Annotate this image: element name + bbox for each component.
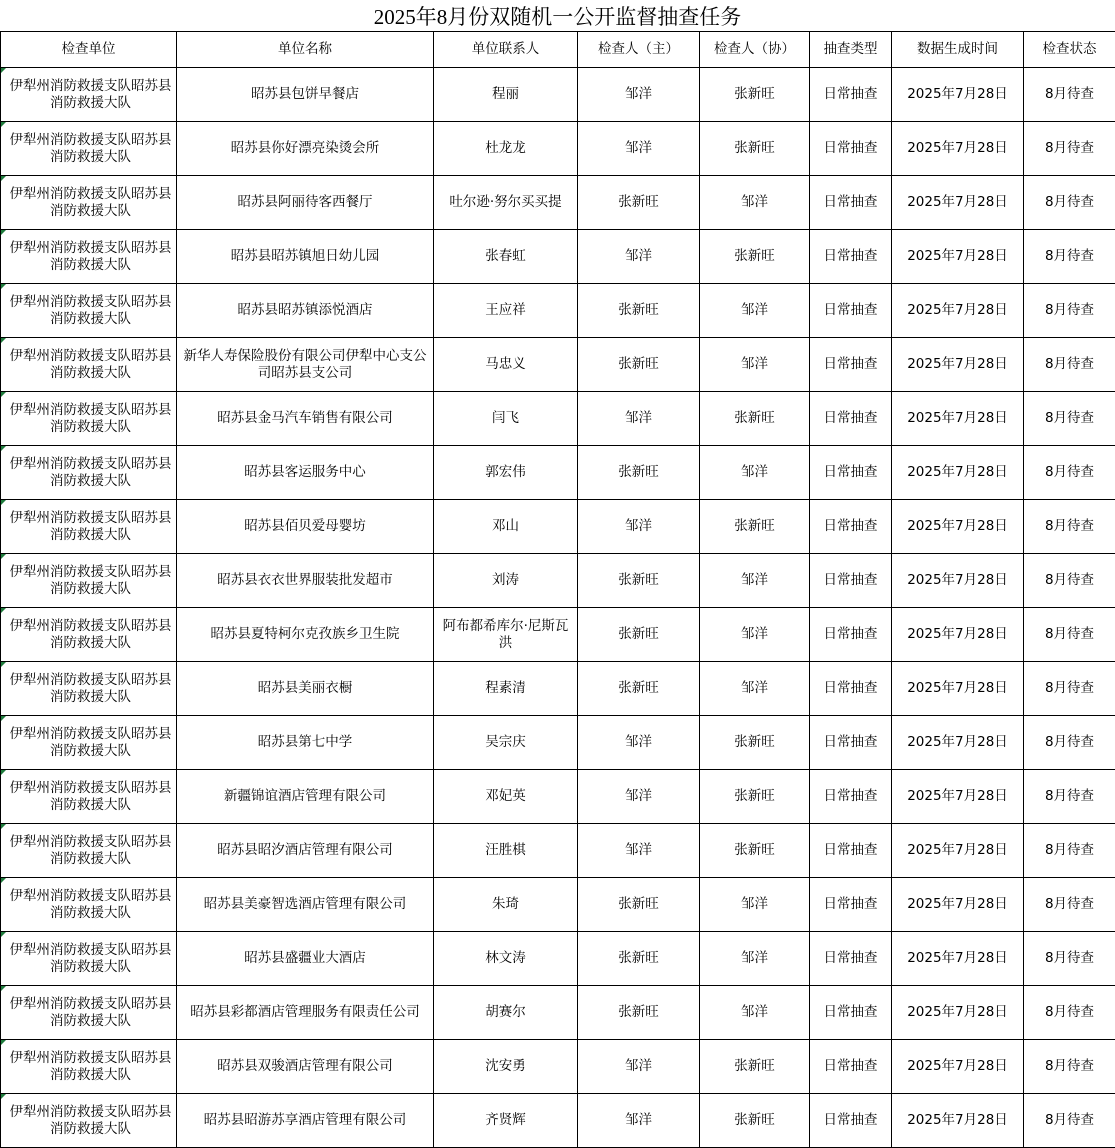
- cell-check-type[interactable]: 日常抽查: [810, 770, 892, 824]
- cell-check-status[interactable]: 8月待查: [1024, 1094, 1115, 1148]
- cell-unit-name[interactable]: 昭苏县夏特柯尔克孜族乡卫生院: [177, 608, 434, 662]
- table-row: [1, 68, 1115, 122]
- cell-assistant-inspector[interactable]: 邹洋: [700, 176, 810, 230]
- cell-lead-inspector[interactable]: 邹洋: [578, 122, 700, 176]
- cell-check-type[interactable]: 日常抽查: [810, 824, 892, 878]
- cell-generated-date[interactable]: 2025年7月28日: [892, 500, 1024, 554]
- cell-check-status[interactable]: 8月待查: [1024, 986, 1115, 1040]
- cell-generated-date[interactable]: 2025年7月28日: [892, 1040, 1024, 1094]
- table-row: [1, 986, 1115, 1040]
- cell-assistant-inspector[interactable]: 邹洋: [700, 284, 810, 338]
- cell-lead-inspector[interactable]: 张新旺: [578, 608, 700, 662]
- cell-check-type[interactable]: 日常抽查: [810, 554, 892, 608]
- cell-check-type[interactable]: 日常抽查: [810, 608, 892, 662]
- cell-check-status[interactable]: 8月待查: [1024, 284, 1115, 338]
- cell-lead-inspector[interactable]: 张新旺: [578, 878, 700, 932]
- cell-contact[interactable]: 阿布都希库尔·尼斯瓦洪: [434, 608, 578, 662]
- cell-assistant-inspector[interactable]: 张新旺: [700, 500, 810, 554]
- cell-inspecting-unit[interactable]: 伊犁州消防救援支队昭苏县消防救援大队: [1, 68, 177, 122]
- cell-inspecting-unit[interactable]: 伊犁州消防救援支队昭苏县消防救援大队: [1, 932, 177, 986]
- cell-generated-date[interactable]: 2025年7月28日: [892, 446, 1024, 500]
- cell-lead-inspector[interactable]: 张新旺: [578, 176, 700, 230]
- cell-generated-date[interactable]: 2025年7月28日: [892, 878, 1024, 932]
- table-row: [1, 932, 1115, 986]
- cell-lead-inspector[interactable]: 张新旺: [578, 284, 700, 338]
- cell-inspecting-unit[interactable]: 伊犁州消防救援支队昭苏县消防救援大队: [1, 824, 177, 878]
- cell-inspecting-unit[interactable]: 伊犁州消防救援支队昭苏县消防救援大队: [1, 176, 177, 230]
- cell-lead-inspector[interactable]: 邹洋: [578, 392, 700, 446]
- table-row: [1, 392, 1115, 446]
- cell-unit-name[interactable]: 昭苏县佰贝爱母婴坊: [177, 500, 434, 554]
- cell-generated-date[interactable]: 2025年7月28日: [892, 716, 1024, 770]
- table-row: [1, 824, 1115, 878]
- cell-check-type[interactable]: 日常抽查: [810, 284, 892, 338]
- cell-generated-date[interactable]: 2025年7月28日: [892, 230, 1024, 284]
- cell-contact[interactable]: 闫飞: [434, 392, 578, 446]
- header-assistant-inspector: 检查人（协）: [700, 32, 810, 68]
- cell-inspecting-unit[interactable]: 伊犁州消防救援支队昭苏县消防救援大队: [1, 770, 177, 824]
- cell-check-status[interactable]: 8月待查: [1024, 932, 1115, 986]
- cell-contact[interactable]: 王应祥: [434, 284, 578, 338]
- cell-unit-name[interactable]: 昭苏县昭苏镇添悦酒店: [177, 284, 434, 338]
- cell-contact[interactable]: 张春虹: [434, 230, 578, 284]
- cell-contact[interactable]: 朱琦: [434, 878, 578, 932]
- cell-check-type[interactable]: 日常抽查: [810, 122, 892, 176]
- table-row: [1, 716, 1115, 770]
- cell-lead-inspector[interactable]: 邹洋: [578, 1040, 700, 1094]
- header-unit-name: 单位名称: [177, 32, 434, 68]
- cell-contact[interactable]: 刘涛: [434, 554, 578, 608]
- cell-check-status[interactable]: 8月待查: [1024, 176, 1115, 230]
- table-row: [1, 176, 1115, 230]
- cell-check-status[interactable]: 8月待查: [1024, 446, 1115, 500]
- cell-unit-name[interactable]: 昭苏县包饼早餐店: [177, 68, 434, 122]
- cell-check-type[interactable]: 日常抽查: [810, 392, 892, 446]
- header-check-type: 抽查类型: [810, 32, 892, 68]
- cell-generated-date[interactable]: 2025年7月28日: [892, 554, 1024, 608]
- cell-lead-inspector[interactable]: 邹洋: [578, 824, 700, 878]
- table-row: [1, 1040, 1115, 1094]
- table-row: [1, 770, 1115, 824]
- cell-contact[interactable]: 程丽: [434, 68, 578, 122]
- cell-assistant-inspector[interactable]: 邹洋: [700, 932, 810, 986]
- cell-assistant-inspector[interactable]: 邹洋: [700, 554, 810, 608]
- cell-check-type[interactable]: 日常抽查: [810, 662, 892, 716]
- table-row: [1, 230, 1115, 284]
- table-row: [1, 446, 1115, 500]
- cell-check-status[interactable]: 8月待查: [1024, 824, 1115, 878]
- cell-inspecting-unit[interactable]: 伊犁州消防救援支队昭苏县消防救援大队: [1, 1094, 177, 1148]
- cell-unit-name[interactable]: 昭苏县金马汽车销售有限公司: [177, 392, 434, 446]
- cell-contact[interactable]: 程素清: [434, 662, 578, 716]
- table-row: [1, 608, 1115, 662]
- cell-contact[interactable]: 郭宏伟: [434, 446, 578, 500]
- cell-generated-date[interactable]: 2025年7月28日: [892, 932, 1024, 986]
- header-row: [1, 32, 1115, 68]
- table-row: [1, 500, 1115, 554]
- cell-check-type[interactable]: 日常抽查: [810, 68, 892, 122]
- cell-generated-date[interactable]: 2025年7月28日: [892, 68, 1024, 122]
- cell-check-type[interactable]: 日常抽查: [810, 716, 892, 770]
- cell-assistant-inspector[interactable]: 邹洋: [700, 986, 810, 1040]
- cell-generated-date[interactable]: 2025年7月28日: [892, 1094, 1024, 1148]
- cell-assistant-inspector[interactable]: 张新旺: [700, 770, 810, 824]
- cell-assistant-inspector[interactable]: 张新旺: [700, 68, 810, 122]
- cell-lead-inspector[interactable]: 张新旺: [578, 932, 700, 986]
- cell-check-status[interactable]: 8月待查: [1024, 500, 1115, 554]
- cell-assistant-inspector[interactable]: 张新旺: [700, 1040, 810, 1094]
- cell-assistant-inspector[interactable]: 张新旺: [700, 716, 810, 770]
- cell-contact[interactable]: 汪胜棋: [434, 824, 578, 878]
- cell-check-type[interactable]: 日常抽查: [810, 1040, 892, 1094]
- cell-generated-date[interactable]: 2025年7月28日: [892, 824, 1024, 878]
- cell-inspecting-unit[interactable]: 伊犁州消防救援支队昭苏县消防救援大队: [1, 986, 177, 1040]
- cell-check-status[interactable]: 8月待查: [1024, 392, 1115, 446]
- cell-assistant-inspector[interactable]: 邹洋: [700, 338, 810, 392]
- header-contact: 单位联系人: [434, 32, 578, 68]
- table-row: [1, 878, 1115, 932]
- cell-check-status[interactable]: 8月待查: [1024, 122, 1115, 176]
- cell-unit-name[interactable]: 新华人寿保险股份有限公司伊犁中心支公司昭苏县支公司: [177, 338, 434, 392]
- cell-unit-name[interactable]: 昭苏县衣衣世界服装批发超市: [177, 554, 434, 608]
- cell-lead-inspector[interactable]: 张新旺: [578, 554, 700, 608]
- cell-assistant-inspector[interactable]: 邹洋: [700, 878, 810, 932]
- cell-inspecting-unit[interactable]: 伊犁州消防救援支队昭苏县消防救援大队: [1, 662, 177, 716]
- cell-unit-name[interactable]: 昭苏县你好漂亮染烫会所: [177, 122, 434, 176]
- cell-unit-name[interactable]: 昭苏县昭游苏享酒店管理有限公司: [177, 1094, 434, 1148]
- cell-unit-name[interactable]: 新疆锦谊酒店管理有限公司: [177, 770, 434, 824]
- cell-check-type[interactable]: 日常抽查: [810, 176, 892, 230]
- cell-unit-name[interactable]: 昭苏县昭苏镇旭日幼儿园: [177, 230, 434, 284]
- cell-contact[interactable]: 马忠义: [434, 338, 578, 392]
- cell-inspecting-unit[interactable]: 伊犁州消防救援支队昭苏县消防救援大队: [1, 446, 177, 500]
- header-check-status: 检查状态: [1024, 32, 1115, 68]
- cell-unit-name[interactable]: 昭苏县阿丽待客西餐厅: [177, 176, 434, 230]
- header-inspecting-unit: 检查单位: [1, 32, 177, 68]
- cell-generated-date[interactable]: 2025年7月28日: [892, 986, 1024, 1040]
- cell-lead-inspector[interactable]: 张新旺: [578, 446, 700, 500]
- header-generated-date: 数据生成时间: [892, 32, 1024, 68]
- cell-lead-inspector[interactable]: 邹洋: [578, 500, 700, 554]
- cell-lead-inspector[interactable]: 张新旺: [578, 662, 700, 716]
- cell-check-status[interactable]: 8月待查: [1024, 68, 1115, 122]
- cell-unit-name[interactable]: 昭苏县盛疆业大酒店: [177, 932, 434, 986]
- cell-contact[interactable]: 胡赛尔: [434, 986, 578, 1040]
- cell-inspecting-unit[interactable]: 伊犁州消防救援支队昭苏县消防救援大队: [1, 230, 177, 284]
- cell-check-type[interactable]: 日常抽查: [810, 338, 892, 392]
- cell-unit-name[interactable]: 昭苏县美丽衣橱: [177, 662, 434, 716]
- cell-inspecting-unit[interactable]: 伊犁州消防救援支队昭苏县消防救援大队: [1, 338, 177, 392]
- inspection-table: [0, 31, 1115, 1148]
- cell-unit-name[interactable]: 昭苏县美豪智选酒店管理有限公司: [177, 878, 434, 932]
- cell-contact[interactable]: 沈安勇: [434, 1040, 578, 1094]
- cell-inspecting-unit[interactable]: 伊犁州消防救援支队昭苏县消防救援大队: [1, 554, 177, 608]
- cell-generated-date[interactable]: 2025年7月28日: [892, 176, 1024, 230]
- cell-check-type[interactable]: 日常抽查: [810, 932, 892, 986]
- cell-contact[interactable]: 吐尔逊·努尔买买提: [434, 176, 578, 230]
- cell-check-type[interactable]: 日常抽查: [810, 986, 892, 1040]
- cell-check-status[interactable]: 8月待查: [1024, 878, 1115, 932]
- cell-assistant-inspector[interactable]: 张新旺: [700, 230, 810, 284]
- cell-lead-inspector[interactable]: 张新旺: [578, 986, 700, 1040]
- cell-check-status[interactable]: 8月待查: [1024, 1040, 1115, 1094]
- cell-generated-date[interactable]: 2025年7月28日: [892, 608, 1024, 662]
- header-lead-inspector: 检查人（主）: [578, 32, 700, 68]
- cell-check-type[interactable]: 日常抽查: [810, 1094, 892, 1148]
- cell-unit-name[interactable]: 昭苏县昭汐酒店管理有限公司: [177, 824, 434, 878]
- cell-unit-name[interactable]: 昭苏县客运服务中心: [177, 446, 434, 500]
- cell-contact[interactable]: 邓山: [434, 500, 578, 554]
- cell-generated-date[interactable]: 2025年7月28日: [892, 338, 1024, 392]
- cell-inspecting-unit[interactable]: 伊犁州消防救援支队昭苏县消防救援大队: [1, 608, 177, 662]
- cell-unit-name[interactable]: 昭苏县双骏酒店管理有限公司: [177, 1040, 434, 1094]
- cell-inspecting-unit[interactable]: 伊犁州消防救援支队昭苏县消防救援大队: [1, 500, 177, 554]
- cell-check-status[interactable]: 8月待查: [1024, 230, 1115, 284]
- cell-assistant-inspector[interactable]: 张新旺: [700, 1094, 810, 1148]
- cell-inspecting-unit[interactable]: 伊犁州消防救援支队昭苏县消防救援大队: [1, 878, 177, 932]
- cell-lead-inspector[interactable]: 邹洋: [578, 716, 700, 770]
- cell-contact[interactable]: 吴宗庆: [434, 716, 578, 770]
- cell-check-status[interactable]: 8月待查: [1024, 608, 1115, 662]
- cell-check-status[interactable]: 8月待查: [1024, 554, 1115, 608]
- cell-unit-name[interactable]: 昭苏县第七中学: [177, 716, 434, 770]
- cell-inspecting-unit[interactable]: 伊犁州消防救援支队昭苏县消防救援大队: [1, 284, 177, 338]
- cell-lead-inspector[interactable]: 邹洋: [578, 230, 700, 284]
- cell-inspecting-unit[interactable]: 伊犁州消防救援支队昭苏县消防救援大队: [1, 1040, 177, 1094]
- cell-lead-inspector[interactable]: 张新旺: [578, 338, 700, 392]
- cell-check-type[interactable]: 日常抽查: [810, 230, 892, 284]
- cell-assistant-inspector[interactable]: 邹洋: [700, 608, 810, 662]
- cell-assistant-inspector[interactable]: 邹洋: [700, 662, 810, 716]
- cell-lead-inspector[interactable]: 邹洋: [578, 1094, 700, 1148]
- table-row: [1, 122, 1115, 176]
- sheet-title: 2025年8月份双随机一公开监督抽查任务: [373, 5, 742, 29]
- cell-check-status[interactable]: 8月待查: [1024, 770, 1115, 824]
- cell-generated-date[interactable]: 2025年7月28日: [892, 662, 1024, 716]
- cell-check-status[interactable]: 8月待查: [1024, 716, 1115, 770]
- cell-generated-date[interactable]: 2025年7月28日: [892, 392, 1024, 446]
- table-row: [1, 662, 1115, 716]
- cell-inspecting-unit[interactable]: 伊犁州消防救援支队昭苏县消防救援大队: [1, 392, 177, 446]
- cell-check-status[interactable]: 8月待查: [1024, 338, 1115, 392]
- cell-generated-date[interactable]: 2025年7月28日: [892, 122, 1024, 176]
- cell-lead-inspector[interactable]: 邹洋: [578, 68, 700, 122]
- cell-unit-name[interactable]: 昭苏县彩都酒店管理服务有限责任公司: [177, 986, 434, 1040]
- cell-lead-inspector[interactable]: 邹洋: [578, 770, 700, 824]
- cell-contact[interactable]: 齐贤辉: [434, 1094, 578, 1148]
- cell-assistant-inspector[interactable]: 张新旺: [700, 122, 810, 176]
- table-row: [1, 554, 1115, 608]
- cell-generated-date[interactable]: 2025年7月28日: [892, 770, 1024, 824]
- table-row: [1, 338, 1115, 392]
- cell-inspecting-unit[interactable]: 伊犁州消防救援支队昭苏县消防救援大队: [1, 716, 177, 770]
- cell-contact[interactable]: 林文涛: [434, 932, 578, 986]
- cell-check-type[interactable]: 日常抽查: [810, 878, 892, 932]
- table-row: [1, 1094, 1115, 1148]
- cell-assistant-inspector[interactable]: 邹洋: [700, 446, 810, 500]
- cell-check-type[interactable]: 日常抽查: [810, 500, 892, 554]
- cell-contact[interactable]: 杜龙龙: [434, 122, 578, 176]
- table-row: [1, 284, 1115, 338]
- cell-generated-date[interactable]: 2025年7月28日: [892, 284, 1024, 338]
- cell-check-type[interactable]: 日常抽查: [810, 446, 892, 500]
- cell-inspecting-unit[interactable]: 伊犁州消防救援支队昭苏县消防救援大队: [1, 122, 177, 176]
- cell-assistant-inspector[interactable]: 张新旺: [700, 392, 810, 446]
- cell-check-status[interactable]: 8月待查: [1024, 662, 1115, 716]
- cell-contact[interactable]: 邓妃英: [434, 770, 578, 824]
- cell-assistant-inspector[interactable]: 张新旺: [700, 824, 810, 878]
